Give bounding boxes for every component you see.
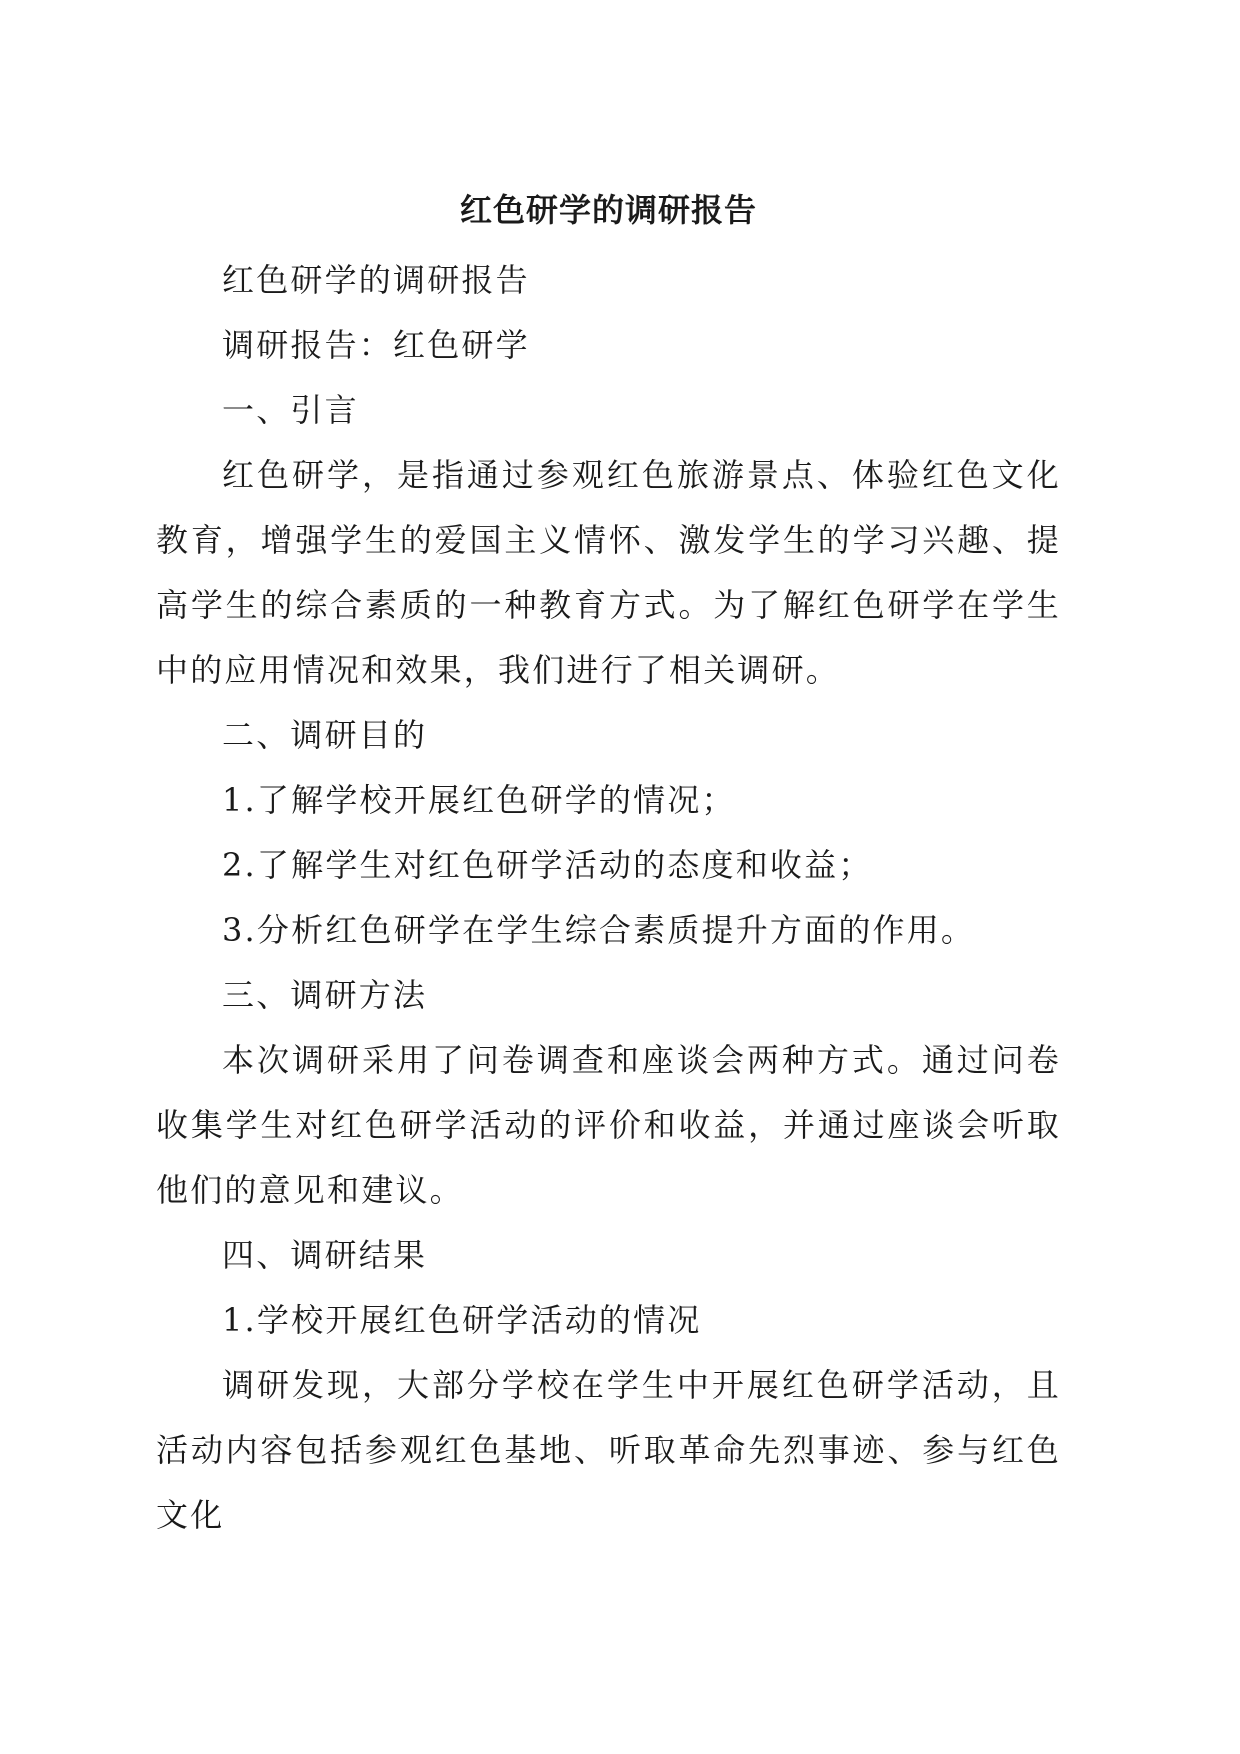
paragraph-results-1: 调研发现，大部分学校在学生中开展红色研学活动，且活动内容包括参观红色基地、听取革命先烈事迹、参与红色文化 <box>156 1366 1061 1534</box>
paragraph-subtitle: 红色研学的调研报告 <box>222 261 530 299</box>
list-item-purpose-2: 2.了解学生对红色研学活动的态度和收益； <box>222 846 873 884</box>
subheading-results-1: 1.学校开展红色研学活动的情况 <box>222 1301 702 1339</box>
section-heading-results: 四、调研结果 <box>222 1236 428 1274</box>
document-title: 红色研学的调研报告 <box>459 191 757 229</box>
document-page <box>156 190 1061 1548</box>
list-item-purpose-1: 1.了解学校开展红色研学的情况； <box>222 781 736 819</box>
section-heading-purpose: 二、调研目的 <box>222 716 428 754</box>
paragraph-method: 本次调研采用了问卷调查和座谈会两种方式。通过问卷收集学生对红色研学活动的评价和收益，并通过座谈会听取他们的意见和建议。 <box>156 1041 1061 1209</box>
paragraph-introduction: 红色研学，是指通过参观红色旅游景点、体验红色文化教育，增强学生的爱国主义情怀、激发学生的学习兴趣、提高学生的综合素质的一种教育方式。为了解红色研学在学生中的应用情况和效果，我们进行了相关调研。 <box>156 456 1061 689</box>
list-item-purpose-3: 3.分析红色研学在学生综合素质提升方面的作用。 <box>222 911 976 949</box>
section-heading-introduction: 一、引言 <box>222 391 359 429</box>
section-heading-method: 三、调研方法 <box>222 976 428 1014</box>
paragraph-report-topic: 调研报告：红色研学 <box>222 326 530 364</box>
